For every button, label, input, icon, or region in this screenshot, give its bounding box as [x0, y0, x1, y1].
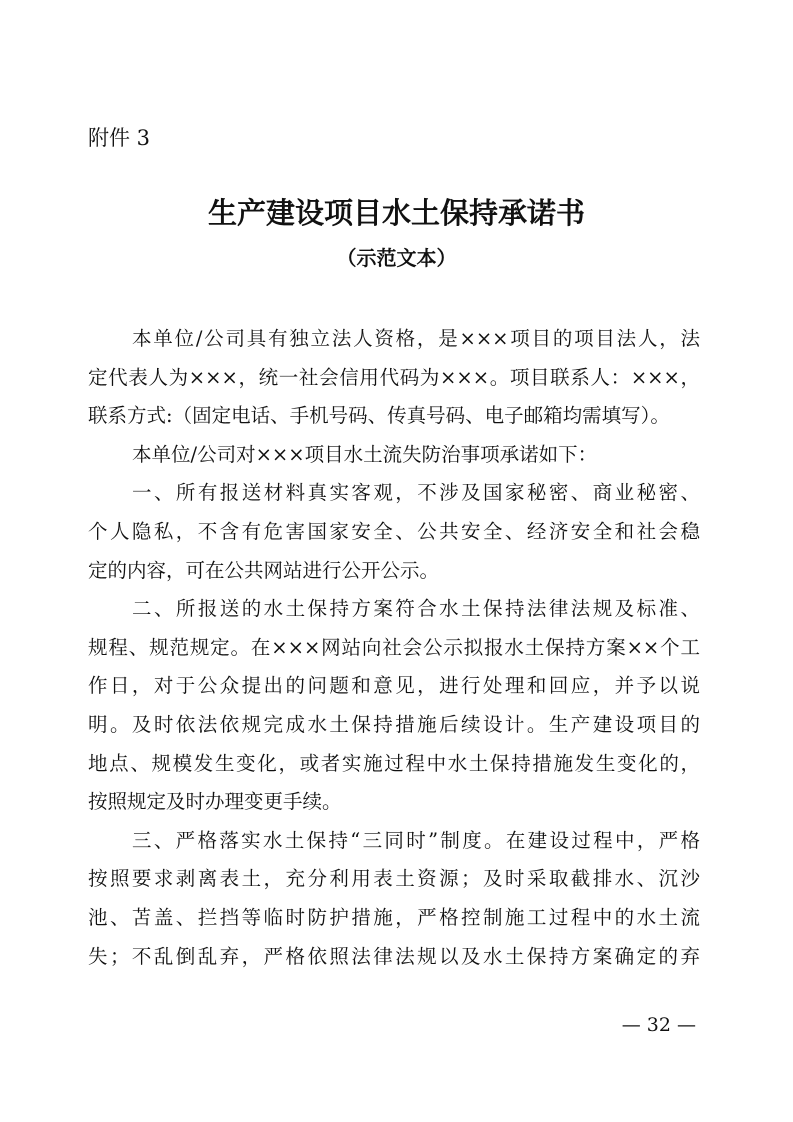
body-line: 个人隐私，不含有危害国家安全、公共安全、经济安全和社会稳 — [88, 519, 700, 543]
body-line: 本单位/公司具有独立法人资格，是×××项目的项目法人，法 — [132, 327, 700, 350]
body-line: 作日，对于公众提出的问题和意见，进行处理和回应，并予以说 — [88, 674, 700, 698]
document-subtitle: （示范文本） — [336, 246, 457, 270]
document-body — [88, 320, 700, 976]
body-line: 按照规定及时办理变更手续。 — [88, 790, 342, 814]
body-line: 三、严格落实水土保持“三同时”制度。在建设过程中，严格 — [132, 828, 700, 852]
body-line: 明。及时依法依规完成水土保持措施后续设计。生产建设项目的 — [88, 712, 700, 736]
body-line: 规程、规范规定。在×××网站向社会公示拟报水土保持方案××个工 — [88, 635, 700, 659]
body-line: 失；不乱倒乱弃，严格依照法律法规以及水土保持方案确定的弃 — [88, 944, 700, 968]
body-line: 联系方式:（固定电话、手机号码、传真号码、电子邮箱均需填写）。 — [88, 404, 670, 428]
body-line: 按照要求剥离表土，充分利用表土资源；及时采取截排水、沉沙 — [88, 867, 700, 891]
body-line: 池、苫盖、拦挡等临时防护措施，严格控制施工过程中的水土流 — [88, 905, 700, 929]
page-number: — 32 — — [621, 1014, 696, 1036]
body-line: 一、所有报送材料真实客观，不涉及国家秘密、商业秘密、 — [132, 481, 700, 505]
attachment-label: 附件 3 — [88, 126, 151, 150]
body-line: 二、所报送的水土保持方案符合水土保持法律法规及标准、 — [132, 597, 700, 621]
body-line: 本单位/公司对×××项目水土流失防治事项承诺如下： — [132, 442, 598, 466]
document-title: 生产建设项目水土保持承诺书 — [207, 196, 585, 230]
body-line: 地点、规模发生变化，或者实施过程中水土保持措施发生变化的， — [88, 751, 700, 775]
body-line: 定的内容，可在公共网站进行公开公示。 — [88, 558, 440, 582]
body-line: 定代表人为×××，统一社会信用代码为×××。项目联系人：×××， — [88, 365, 700, 389]
